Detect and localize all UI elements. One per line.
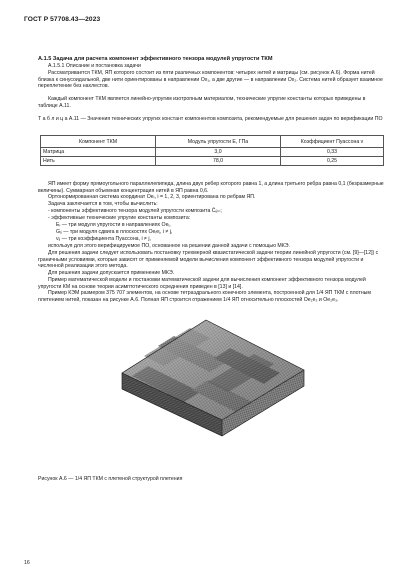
paragraph-task: Задача заключается в том, чтобы вычислить: [48, 201, 158, 207]
paragraph-homogenization: Пример математической модели и постановки математической задачи для вычисления компонент эффективного тензора модулей упругости КМ на основе теории асимптотического осреднения приведен в [13] и [14]. [38, 277, 366, 290]
bullet-tensor: - компоненты эффективного тензора модулей упругости композита C̄ᵢⱼₖₗ; [48, 208, 222, 214]
page-header-title: ГОСТ Р 57708.43—2023 [24, 16, 101, 23]
table-cell: 78,0 [156, 157, 281, 166]
paragraph-isotropy: Каждый компонент ТКМ является линейно-упругим изотропным материалом, технические упругие константы которых приведены в таблице А.11. [38, 96, 366, 109]
constant-young-modulus: Eᵢ — три модуля упругости в направлениях Oeᵢ, [56, 222, 171, 228]
table-header-row [41, 136, 384, 148]
table-row [41, 148, 384, 157]
table-caption: Т а б л и ц а А.11 — Значения технических упругих констант компонентов композита, рекомендуемые для решения задач по верификации ПО [38, 116, 383, 122]
table-cell: 0,25 [281, 157, 384, 166]
paragraph-software: используя для этого верифицируемое ПО, основанное на решении данной задачи с помощью МКЭ. [48, 243, 290, 249]
paragraph-problem-statement: Для решения задачи следует использовать постановку трехмерной квазистатической задачи теории линейной упругости (см. [9]—[12]) с граничными условиями, которые зависят от применяемой модели вычисления компонент эффективного тензора модулей упругости и численной реализации этого метода. [38, 250, 379, 270]
table-cell: 0,33 [281, 148, 384, 157]
section-heading: А.1.5 Задача для расчета компонент эффективного тензора модулей упругости ТКМ [38, 56, 273, 62]
figure-caption: Рисунок А.6 — 1/4 ЯП ТКМ с плетеной структурой плетения [38, 476, 183, 482]
paragraph-unit-cell-shape: ЯП имеет форму прямоугольного параллелепипеда, длина двух ребер которого равна 1, а длина третьего ребра равна 0,1 (безразмерные величины). Суммарная объемная концентрация нитей в ЯП равна 0,6. [38, 181, 384, 194]
table-cell: Матрица [41, 148, 156, 157]
table-row [41, 157, 384, 166]
elastic-constants-table [40, 135, 384, 166]
paragraph-coordinates: Ортонормированная система координат Oeᵢ, i = 1, 2, 3, ориентирована по ребрам ЯП. [48, 194, 256, 200]
section-subheading: А.1.5.1 Описание и постановка задачи [48, 63, 141, 69]
table-cell: Нить [41, 157, 156, 166]
mesh-top-shading [122, 320, 304, 420]
paragraph-mesh-example: Пример КЭМ размером 375 707 элементов, на основе тетраэдрального конечного элемента, построенной для 1/4 ЯП ТКМ с плотным плетением нитей, показан на рисунке А.6. Полная ЯП строится отражением 1/4 ЯП относительно плоскостей Oe₁e₃ и Oe₂e₃. [38, 290, 371, 303]
table-cell: 3,0 [156, 148, 281, 157]
constant-shear-modulus: Gᵢⱼ — три модуля сдвига в плоскостях Oeᵢeⱼ, i ≠ j, [56, 229, 173, 235]
paragraph-fem: Для решения задачи допускается применение МКЭ. [48, 270, 175, 276]
bullet-constants: - эффективные технические упругие константы композита: [48, 215, 191, 221]
page-number: 16 [24, 560, 30, 566]
column-header: Компонент ТКМ [41, 136, 156, 148]
paragraph-composition: Рассматривается ТКМ, ЯП которого состоит из пяти различных компонентов: четырех нитей и матрицы (см. рисунок А.6). Форма нитей близка к синусоидальной, две нити ориентированы в направлении Ox₁, а две другие — в направлении Ox₂. Система нитей образует взаимное переплетение без нахлестов. [38, 70, 383, 90]
column-header: Коэффициент Пуассона ν [281, 136, 384, 148]
fem-mesh-figure [118, 318, 308, 463]
column-header: Модуль упругости E, ГПа [156, 136, 281, 148]
constant-poisson-ratio: νᵢⱼ — три коэффициента Пуассона, i ≠ j, [56, 236, 151, 242]
